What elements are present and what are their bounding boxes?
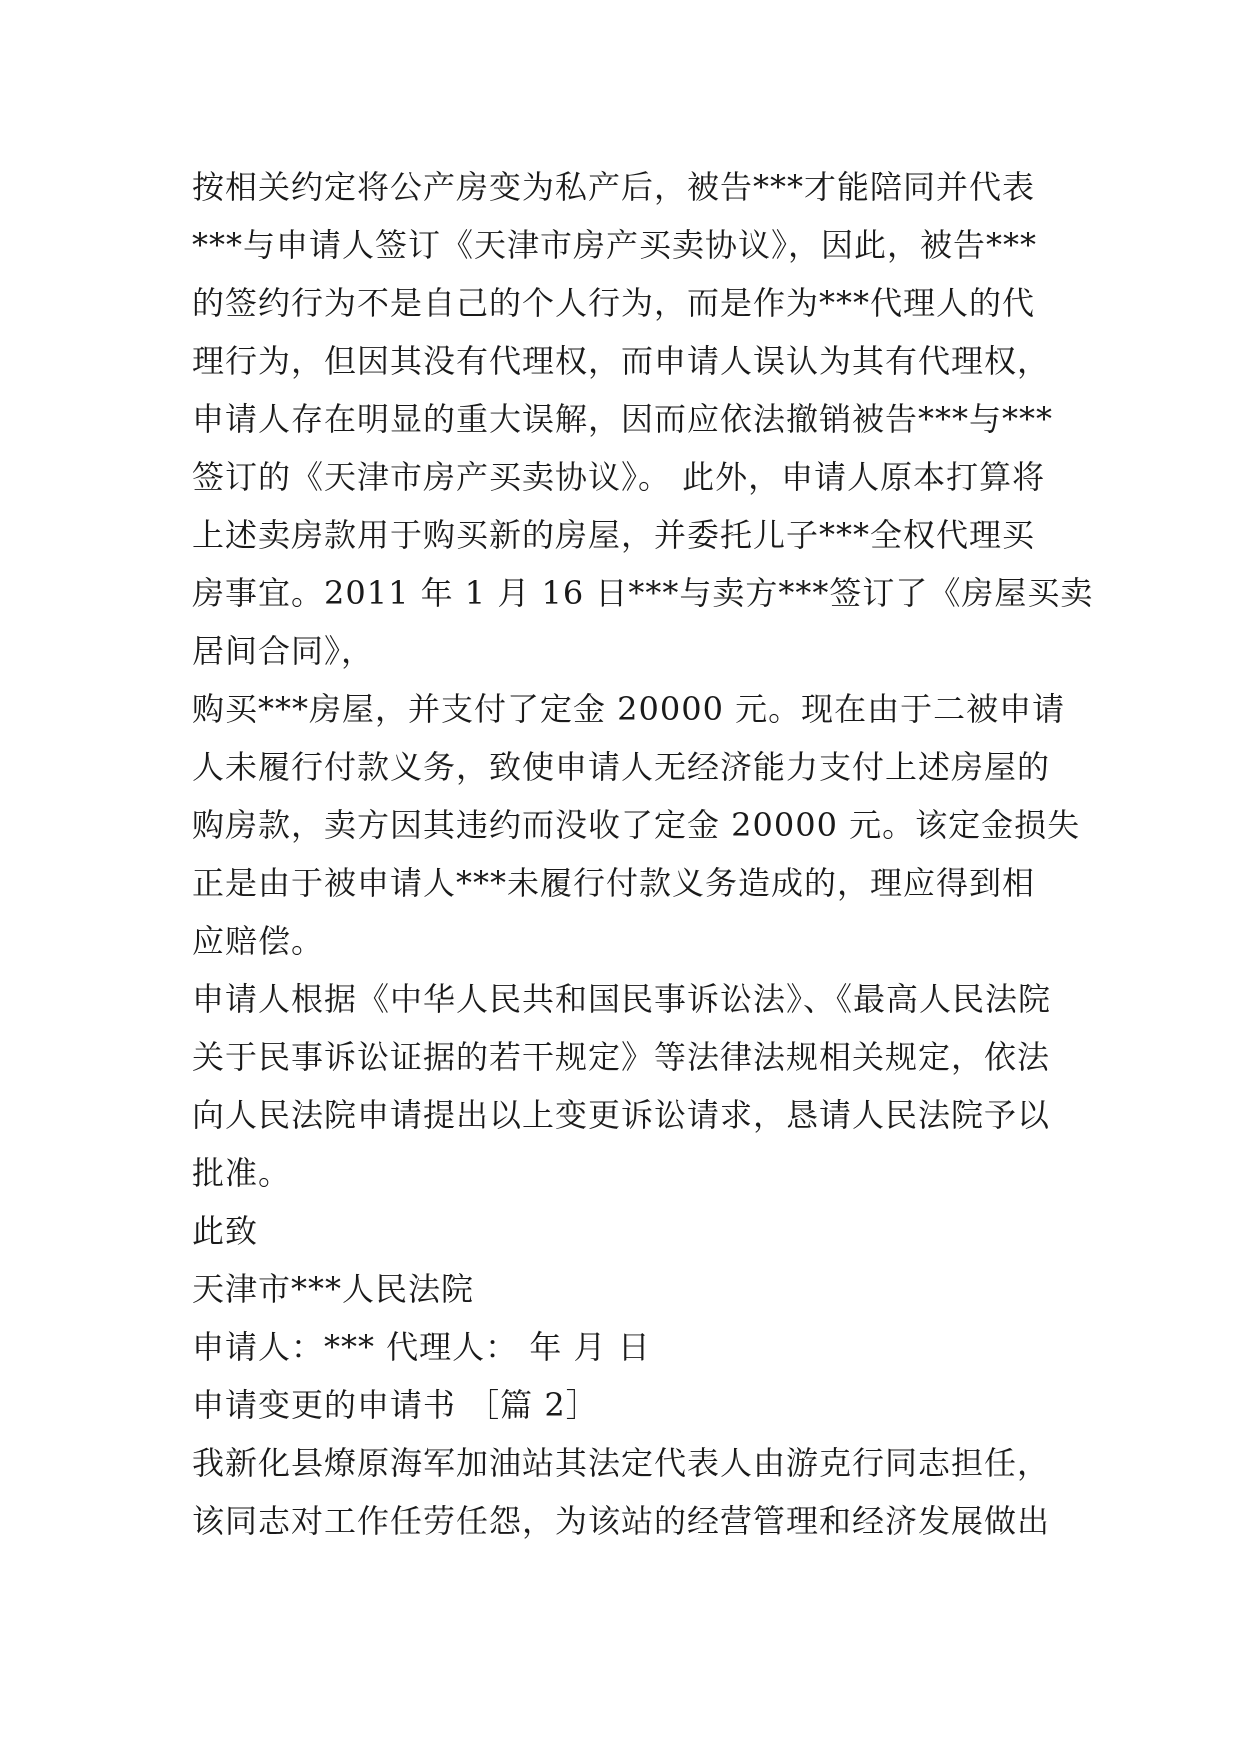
recipient-line: 天津市***人民法院 <box>192 1270 475 1308</box>
text-line: 理行为，但因其没有代理权，而申请人误认为其有代理权， <box>192 342 1051 380</box>
text-line: 该同志对工作任劳任怨，为该站的经营管理和经济发展做出 <box>192 1502 1051 1540</box>
text-line: 上述卖房款用于购买新的房屋，并委托儿子***全权代理买 <box>192 516 1036 554</box>
section-heading: 申请变更的申请书 ［篇 2］ <box>192 1386 599 1424</box>
signature-line: 申请人：*** 代理人： 年 月 日 <box>192 1328 651 1366</box>
text-line: 的签约行为不是自己的个人行为，而是作为***代理人的代 <box>192 284 1036 322</box>
text-line: 批准。 <box>192 1154 292 1192</box>
text-line: 购买***房屋，并支付了定金 20000 元。现在由于二被申请 <box>192 690 1066 728</box>
text-line: 应赔偿。 <box>192 922 325 960</box>
text-line: 正是由于被申请人***未履行付款义务造成的，理应得到相 <box>192 864 1036 902</box>
text-line: ***与申请人签订《天津市房产买卖协议》，因此，被告*** <box>192 226 1038 264</box>
text-line: 居间合同》， <box>192 632 375 670</box>
text-line: 房事宜。2011 年 1 月 16 日***与卖方***签订了《房屋买卖 <box>192 574 1094 612</box>
text-line: 申请人根据《中华人民共和国民事诉讼法》、《最高人民法院 <box>192 980 1052 1018</box>
salutation-line: 此致 <box>192 1212 259 1250</box>
text-line: 关于民事诉讼证据的若干规定》等法律法规相关规定，依法 <box>192 1038 1051 1076</box>
text-line: 人未履行付款义务，致使申请人无经济能力支付上述房屋的 <box>192 748 1051 786</box>
text-line: 申请人存在明显的重大误解，因而应依法撤销被告***与*** <box>192 400 1054 438</box>
text-line: 按相关约定将公产房变为私产后，被告***才能陪同并代表 <box>192 168 1036 206</box>
text-line: 购房款，卖方因其违约而没收了定金 20000 元。该定金损失 <box>192 806 1081 844</box>
text-line: 签订的《天津市房产买卖协议》。 此外，申请人原本打算将 <box>192 458 1046 496</box>
text-line: 向人民法院申请提出以上变更诉讼请求，恳请人民法院予以 <box>192 1096 1051 1134</box>
text-line: 我新化县燎原海军加油站其法定代表人由游克行同志担任， <box>192 1444 1051 1482</box>
document-body <box>192 158 1094 1550</box>
